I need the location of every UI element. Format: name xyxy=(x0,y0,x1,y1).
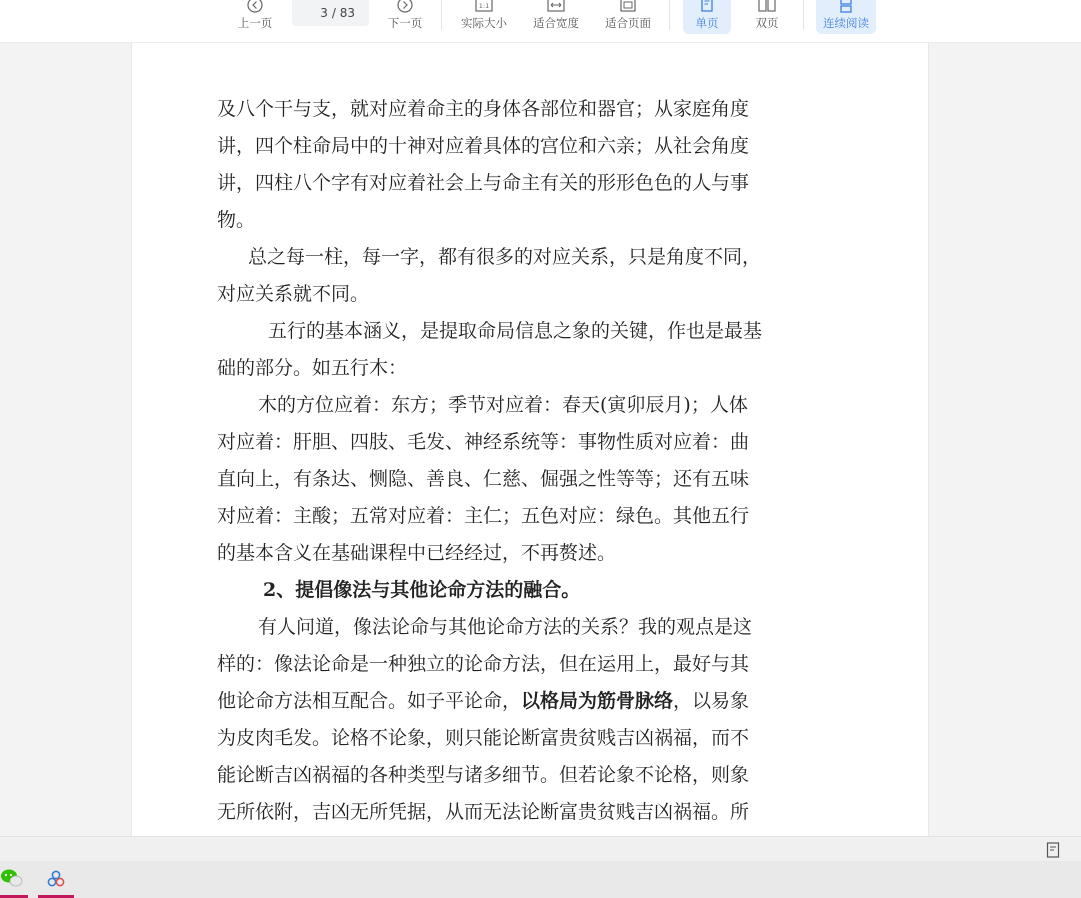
document-icon[interactable] xyxy=(1046,842,1060,862)
actual-size-icon xyxy=(474,0,494,14)
svg-text:1:1: 1:1 xyxy=(478,2,490,10)
text-line: 无所依附，吉凶无所凭据，从而无法论断富贵贫贱吉凶祸福。所 xyxy=(217,801,750,823)
text-line: 讲，四个柱命局中的十神对应着具体的宫位和六亲；从社会角度 xyxy=(217,135,750,157)
single-page-icon xyxy=(699,0,715,14)
text-line: 讲，四柱八个字有对应着社会上与命主有关的形形色色的人与事 xyxy=(217,172,750,194)
actual-size-label: 实际大小 xyxy=(461,16,507,30)
page-indicator xyxy=(292,0,369,26)
continuous-reading-button[interactable] xyxy=(816,0,876,34)
text-line: 总之每一柱，每一字，都有很多的对应关系，只是角度不同， xyxy=(248,246,762,268)
page-number-input[interactable] xyxy=(306,6,328,20)
page-text xyxy=(217,91,762,831)
fit-width-button[interactable] xyxy=(528,0,584,34)
text-line: 对应关系就不同。 xyxy=(217,283,370,305)
text-line: 对应着：肝胆、四肢、毛发、神经系统等：事物性质对应着：曲 xyxy=(217,431,750,453)
fit-width-icon xyxy=(546,0,566,14)
text-line: 直向上，有条达、恻隐、善良、仁慈、倔强之性等等；还有五味 xyxy=(217,468,750,490)
taskbar-app-wechat[interactable] xyxy=(0,861,28,898)
fit-page-label: 适合页面 xyxy=(605,16,651,30)
single-page-label: 单页 xyxy=(695,16,719,30)
double-page-icon xyxy=(757,0,777,14)
wechat-icon xyxy=(0,867,24,889)
text-line: 样的：像法论命是一种独立的论命方法，但在运用上，最好与其 xyxy=(217,653,750,675)
fit-page-button[interactable] xyxy=(600,0,656,34)
text-line: 础的部分。如五行木： xyxy=(217,357,408,379)
text-line: 能论断吉凶祸福的各种类型与诸多细节。但若论象不论格，则象 xyxy=(217,764,750,786)
text-line: 木的方位应着：东方；季节对应着：春天(寅卯辰月)；人体 xyxy=(258,394,748,416)
text-line: 有人问道，像法论命与其他论命方法的关系？我的观点是这 xyxy=(258,616,753,638)
continuous-reading-icon xyxy=(837,0,855,14)
toolbar-divider xyxy=(803,0,804,30)
text-segment: ，以易象 xyxy=(673,690,750,712)
app-icon xyxy=(46,869,66,889)
single-page-button[interactable] xyxy=(683,0,731,34)
text-line: 为皮肉毛发。论格不论象，则只能论断富贵贫贱吉凶祸福，而不 xyxy=(217,727,750,749)
double-page-label: 双页 xyxy=(755,16,779,30)
text-line: 物。 xyxy=(217,209,256,231)
status-bar xyxy=(0,836,1081,862)
text-line: 2、提倡像法与其他论命方法的融合。 xyxy=(263,579,581,601)
prev-page-label: 上一页 xyxy=(237,16,273,30)
page-total: / 83 xyxy=(331,6,356,20)
double-page-button[interactable] xyxy=(745,0,789,34)
text-segment: 以格局为筋骨脉络 xyxy=(521,690,674,712)
chevron-left-circle-icon xyxy=(246,0,264,14)
continuous-reading-label: 连续阅读 xyxy=(823,16,869,30)
prev-page-button[interactable] xyxy=(234,0,276,34)
text-line: 对应着：主酸；五常对应着：主仁；五色对应：绿色。其他五行 xyxy=(217,505,750,527)
viewer-toolbar xyxy=(0,0,1081,43)
text-line xyxy=(217,683,762,720)
next-page-label: 下一页 xyxy=(387,16,423,30)
chevron-right-circle-icon xyxy=(396,0,414,14)
text-line: 的基本含义在基础课程中已经经过，不再赘述。 xyxy=(217,542,617,564)
next-page-button[interactable] xyxy=(384,0,426,34)
toolbar-divider xyxy=(669,0,670,30)
fit-width-label: 适合宽度 xyxy=(533,16,579,30)
text-line: 五行的基本涵义，是提取命局信息之象的关键，作也是最基 xyxy=(268,320,763,342)
text-segment: 他论命方法相互配合。如子平论命， xyxy=(217,690,522,712)
taskbar-app-viewer[interactable] xyxy=(38,861,74,898)
actual-size-button[interactable] xyxy=(456,0,512,34)
taskbar xyxy=(0,861,1081,898)
text-line: 及八个干与支，就对应着命主的身体各部位和器官；从家庭角度 xyxy=(217,98,750,120)
toolbar-divider xyxy=(441,0,442,30)
fit-page-icon xyxy=(618,0,638,14)
document-viewport[interactable] xyxy=(0,43,1081,836)
